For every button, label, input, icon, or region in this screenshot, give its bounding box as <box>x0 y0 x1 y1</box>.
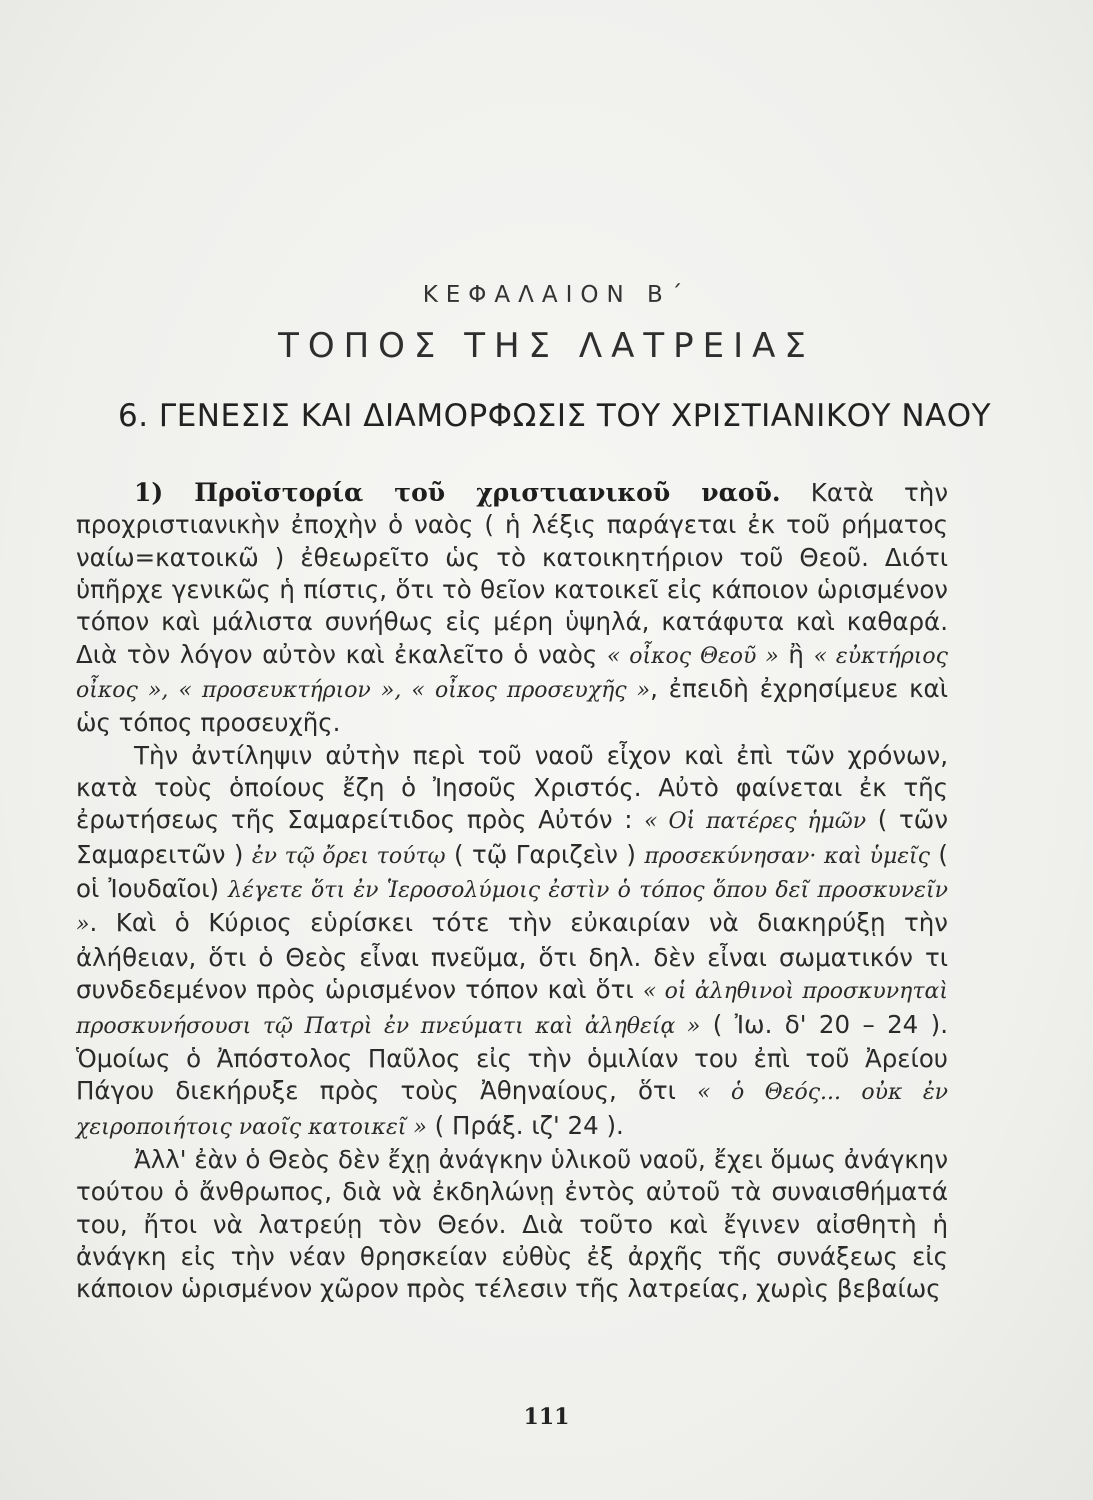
text-span: ( οἱ Ἰουδαῖοι) <box>76 839 948 904</box>
text-span: Τὴν ἀντίληψιν αὐτὴν περὶ τοῦ ναοῦ εἶχον καὶ ἐπὶ τῶν χρόνων, κατὰ τοὺς ὁποίους ἔζη ὁ Ἰησοῦς Χριστός. Αὐτὸ φαίνεται ἐκ τῆς ἐρωτήσεως τῆς Σαμαρείτιδος πρὸς Αὐτόν : <box>76 740 948 835</box>
quote-span: « οἱ ἀληθινοὶ προσκυνηταὶ προσκυνήσουσι τῷ Πατρὶ ἐν πνεύματι καὶ ἀληθείᾳ » <box>76 979 948 1039</box>
text-span: Κατὰ τὴν προχριστιανικὴν ἐποχὴν ὁ ναὸς ( ἡ λέξις παράγεται ἐκ τοῦ ρήματος ναίω=κατοικῶ ) ἐθεωρεῖτο ὡς τὸ κατοικητήριον τοῦ Θεοῦ. Διότι ὑπῆρχε γενικῶς ἡ πίστις, ὅτι τὸ θεῖον κατοικεῖ εἰς κάποιον ὡρισμένον τόπον καὶ μάλιστα συνήθως εἰς μέρη ὑψηλά, κατάφυτα καὶ καθαρά. Διὰ τὸν λόγον αὐτὸν καὶ ἐκαλεῖτο ὁ ναὸς <box>76 478 948 669</box>
quote-span: « ὁ Θεός... οὐκ ἐν χειροποιήτοις ναοῖς κατοικεῖ » <box>76 1080 948 1140</box>
paragraph <box>76 740 948 1144</box>
body-text <box>76 477 948 1306</box>
section-heading: 6. ΓΕΝΕΣΙΣ ΚΑΙ ΔΙΑΜΟΡΦΩΣΙΣ ΤΟΥ ΧΡΙΣΤΙΑΝΙΚΟΥ ΝΑΟΥ <box>118 398 992 434</box>
paragraph <box>76 1144 948 1306</box>
text-span: , ἐπειδὴ ἐχρησίμευε καὶ ὡς τόπος προσευχῆς. <box>76 674 949 738</box>
quote-span: « Οἱ πατέρες ἡμῶν <box>644 809 867 835</box>
subheading: 1) Προϊστορία τοῦ χριστιανικοῦ ναοῦ. <box>134 478 781 507</box>
text-span: ( τῷ Γαριζεὶν ) <box>445 839 645 869</box>
page-number: 111 <box>523 1404 570 1430</box>
text-span: ( Πράξ. ιζ' 24 ). <box>426 1110 624 1140</box>
quote-span: προσεκύνησαν· καὶ ὑμεῖς <box>644 843 930 869</box>
quote-span: « οἶκος Θεοῦ » <box>606 643 779 669</box>
paragraph <box>76 477 948 740</box>
text-span: ἢ <box>778 639 814 669</box>
chapter-label: ΚΕΦΑΛΑΙΟΝ Β΄ <box>422 282 691 308</box>
quote-span: « εὐκτήριος οἶκος », « προσευκτήριον », « οἶκος προσευχῆς » <box>76 643 948 704</box>
text-span: ( Ἰω. δ' 20 – 24 ). Ὁμοίως ὁ Ἀπόστολος Παῦλος εἰς τὴν ὁμιλίαν του ἐπὶ τοῦ Ἀρείου Πάγου διεκήρυξε πρὸς τοὺς Ἀθηναίους, ὅτι <box>76 1009 949 1106</box>
text-span: ( τῶν Σαμαρειτῶν ) <box>76 805 949 869</box>
text-span: Ἀλλ' ἐὰν ὁ Θεὸς δὲν ἔχῃ ἀνάγκην ὑλικοῦ ναοῦ, ἔχει ὅμως ἀνάγκην τούτου ὁ ἄνθρωπος, διὰ νὰ ἐκδηλώνῃ ἐντὸς αὐτοῦ τὰ συναισθήματά του, ἤτοι νὰ λατρεύῃ τὸν Θεόν. Διὰ τοῦτο καὶ ἔγινεν αἰσθητὴ ἡ ἀνάγκη εἰς τὴν νέαν θρησκείαν εὐθὺς ἐξ ἀρχῆς τῆς συνάξεως εἰς κάποιον ὡρισμένον χῶρον πρὸς τέλεσιν τῆς λατρείας, χωρὶς βεβαίως <box>76 1144 948 1304</box>
quote-span: ἐν τῷ ὄρει τούτῳ <box>251 843 446 869</box>
quote-span: λέγετε ὅτι ἐν Ἱεροσολύμοις ἐστὶν ὁ τόπος ὅπου δεῖ προσκυνεῖν » <box>76 878 948 938</box>
text-span: . Καὶ ὁ Κύριος εὑρίσκει τότε τὴν εὐκαιρίαν νὰ διακηρύξῃ τὴν ἀλήθειαν, ὅτι ὁ Θεὸς εἶναι πνεῦμα, ὅτι δηλ. δὲν εἶναι σωματικόν τι συνδεδεμένον πρὸς ὡρισμένον τόπον καὶ ὅτι <box>76 908 948 1005</box>
chapter-title: ΤΟΠΟΣ ΤΗΣ ΛΑΤΡΕΙΑΣ <box>278 326 815 366</box>
